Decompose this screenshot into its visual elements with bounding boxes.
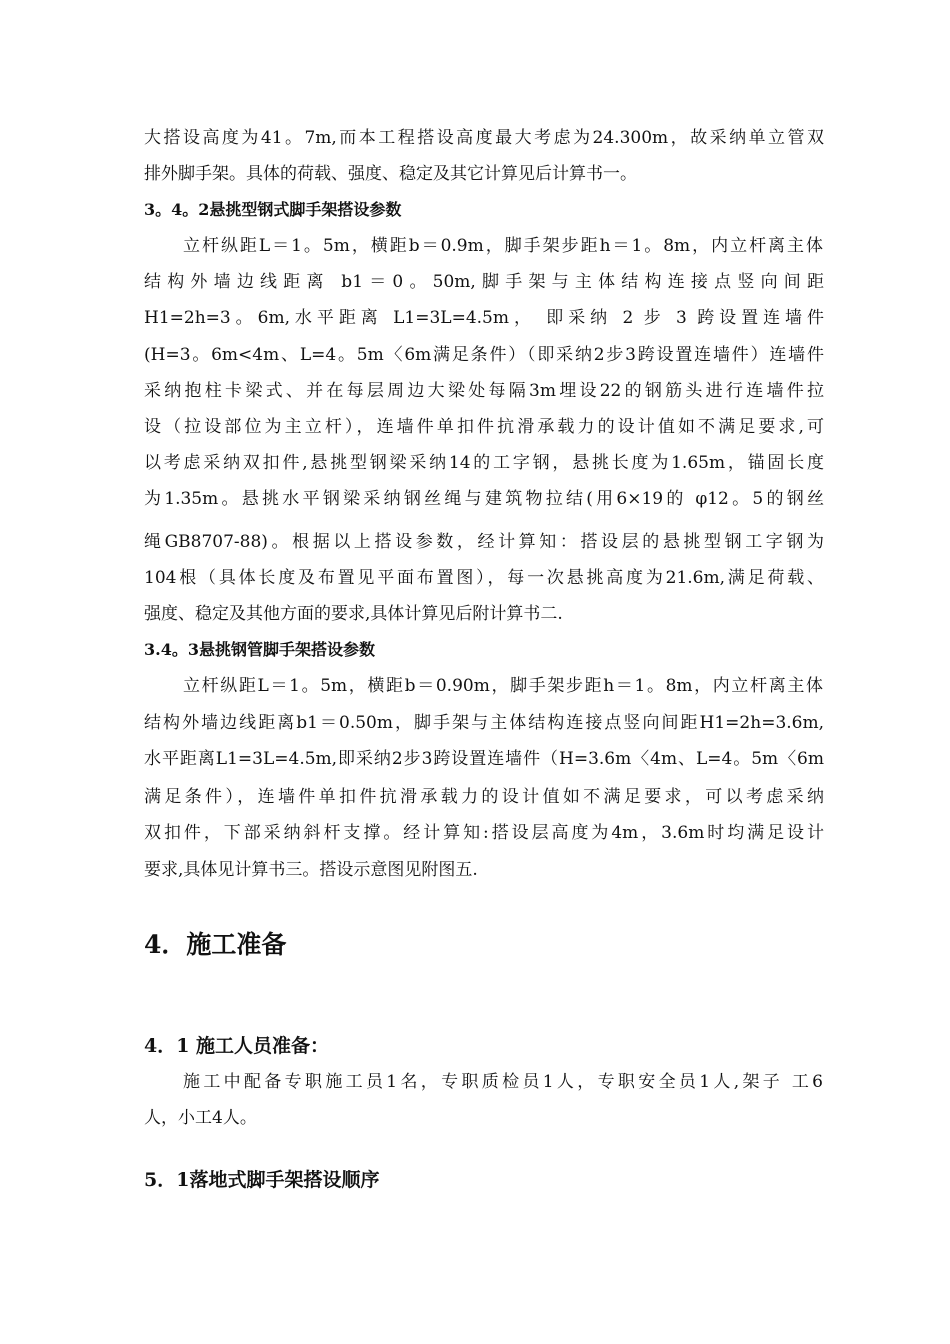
paragraph-line: 要求,具体见计算书三。搭设示意图见附图五. (144, 860, 478, 880)
paragraph-line: 为1.35m。悬挑水平钢梁采纳钢丝绳与建筑物拉结(用6×19的 φ12。5的钢丝 (144, 489, 824, 509)
paragraph-line: 104根（具体长度及布置见平面布置图），每一次悬挑高度为21.6m,满足荷载、 (144, 568, 824, 588)
paragraph-line: 绳GB8707-88)。根据以上搭设参数，经计算知：搭设层的悬挑型钢工字钢为 (144, 532, 824, 552)
section-heading-3-4-3: 3.4。3悬挑钢管脚手架搭设参数 (144, 640, 375, 659)
section-heading-5-1: 5．1落地式脚手架搭设顺序 (144, 1169, 380, 1191)
paragraph-line: 人，小工4人。 (144, 1108, 257, 1128)
section-heading-4-1: 4．1 施工人员准备： (144, 1035, 330, 1057)
paragraph-line: 结构外墙边线距离b1＝0.50m，脚手架与主体结构连接点竖向间距H1=2h=3.6m, (144, 713, 824, 733)
paragraph-line: 立杆纵距L＝1。5m，横距b＝0.90m，脚手架步距h＝1。8m，内立杆离主体 (183, 676, 823, 696)
section-heading-3-4-2: 3。4。2悬挑型钢式脚手架搭设参数 (144, 200, 402, 219)
paragraph-line: 以考虑采纳双扣件,悬挑型钢梁采纳14的工字钢，悬挑长度为1.65m，锚固长度 (144, 453, 824, 473)
paragraph-line: 双扣件，下部采纳斜杆支撑。经计算知:搭设层高度为4m，3.6m时均满足设计 (144, 823, 824, 843)
paragraph-line: 排外脚手架。具体的荷载、强度、稳定及其它计算见后计算书一。 (144, 164, 637, 184)
paragraph-line: 大搭设高度为41。7m,而本工程搭设高度最大考虑为24.300m，故采纳单立管双 (144, 128, 824, 148)
paragraph-line: 设（拉设部位为主立杆），连墙件单扣件抗滑承载力的设计值如不满足要求,可 (144, 417, 824, 437)
chapter-heading-4: 4．施工准备 (144, 930, 287, 959)
paragraph-line: 施工中配备专职施工员1名，专职质检员1人，专职安全员1人,架子 工6 (183, 1072, 823, 1092)
paragraph-line: 采纳抱柱卡梁式、并在每层周边大梁处每隔3m埋设22的钢筋头进行连墙件拉 (144, 381, 824, 401)
paragraph-line: 结构外墙边线距离 b1＝0。50m,脚手架与主体结构连接点竖向间距 (144, 272, 824, 292)
paragraph-line: 立杆纵距L＝1。5m，横距b＝0.9m，脚手架步距h＝1。8m，内立杆离主体 (183, 236, 823, 256)
paragraph-line: H1=2h=3。6m,水平距离 L1=3L=4.5m， 即采纳 2 步 3 跨设置连墙件 (144, 308, 824, 328)
paragraph-line: 水平距离L1=3L=4.5m,即采纳2步3跨设置连墙件（H=3.6m〈4m、L=4。5m〈6m (144, 749, 824, 769)
paragraph-line: 满足条件），连墙件单扣件抗滑承载力的设计值如不满足要求，可以考虑采纳 (144, 787, 824, 807)
paragraph-line: (H=3。6m<4m、L=4。5m〈6m满足条件）（即采纳2步3跨设置连墙件）连墙件 (144, 345, 824, 365)
paragraph-line: 强度、稳定及其他方面的要求,具体计算见后附计算书二. (144, 604, 563, 624)
